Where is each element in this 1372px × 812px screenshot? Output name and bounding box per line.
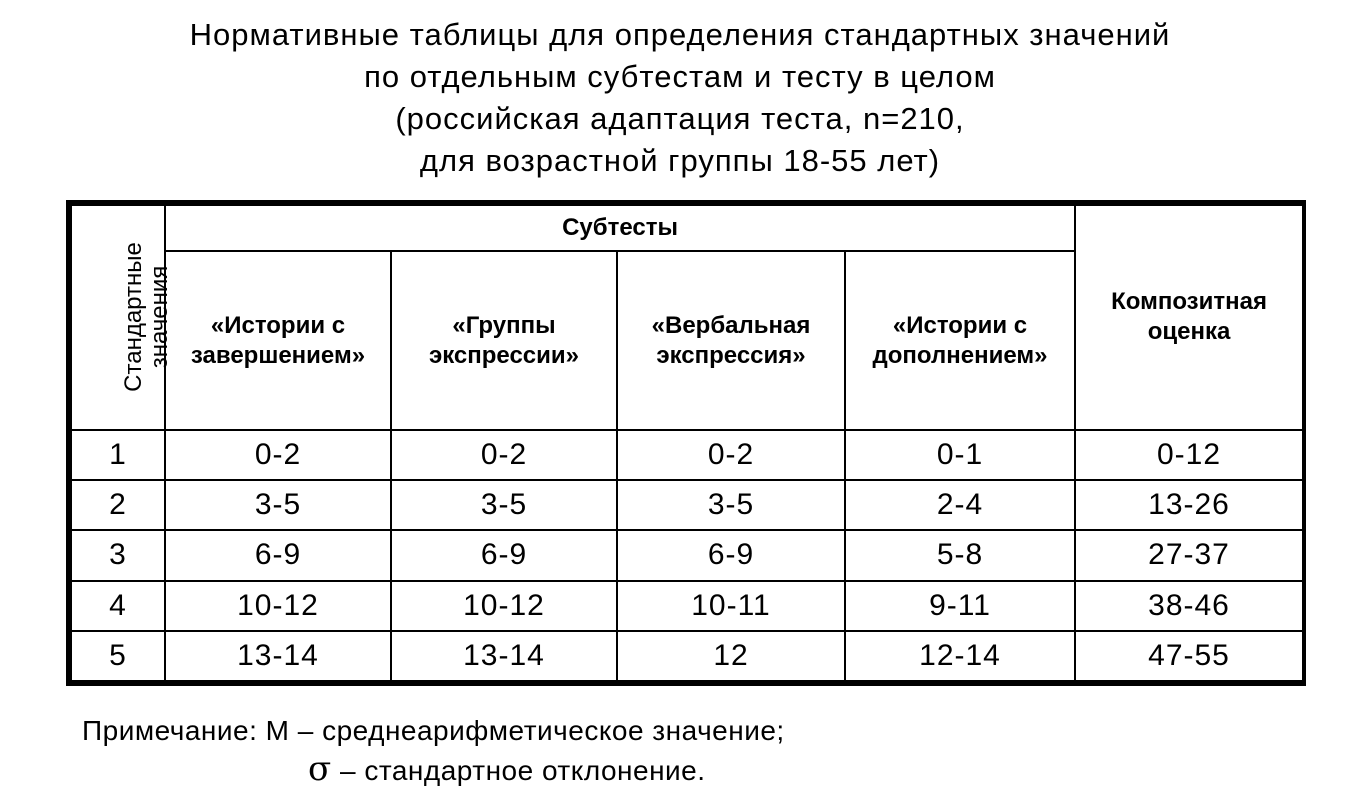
composite-cell: 13-26 xyxy=(1075,480,1303,530)
table-cell: 0-2 xyxy=(165,430,391,480)
sigma-symbol: σ xyxy=(308,749,332,789)
title-line-2: по отдельным субтестам и тесту в целом xyxy=(364,59,996,94)
table-cell: 5-8 xyxy=(845,530,1075,580)
table-row xyxy=(71,581,1303,631)
footnote-line-2-text: – стандартное отклонение. xyxy=(331,755,706,786)
table-cell: 0-2 xyxy=(391,430,617,480)
composite-cell: 47-55 xyxy=(1075,631,1303,681)
table-row xyxy=(71,430,1303,480)
subtest-header-1: «Истории с завершением» xyxy=(165,251,391,430)
table-cell: 10-11 xyxy=(617,581,845,631)
composite-cell: 27-37 xyxy=(1075,530,1303,580)
table-cell: 3-5 xyxy=(391,480,617,530)
table-cell: 10-12 xyxy=(391,581,617,631)
norms-table xyxy=(70,204,1304,682)
table-cell: 6-9 xyxy=(617,530,845,580)
composite-cell: 38-46 xyxy=(1075,581,1303,631)
norms-table-frame xyxy=(66,200,1306,686)
row-header-cell xyxy=(71,205,173,430)
document-title xyxy=(40,14,1320,182)
std-value-cell: 4 xyxy=(71,581,165,631)
table-cell: 6-9 xyxy=(165,530,391,580)
table-cell: 3-5 xyxy=(165,480,391,530)
table-cell: 13-14 xyxy=(165,631,391,681)
composite-cell: 0-12 xyxy=(1075,430,1303,480)
table-row xyxy=(71,631,1303,681)
subtest-header-3: «Вербальная экспрессия» xyxy=(617,251,845,430)
footnote-line-2 xyxy=(82,750,785,790)
std-value-cell: 1 xyxy=(71,430,165,480)
std-value-cell: 5 xyxy=(71,631,165,681)
table-cell: 13-14 xyxy=(391,631,617,681)
footnote-line-1: Примечание: М – среднеарифметическое значение; xyxy=(82,715,785,746)
table-cell: 12-14 xyxy=(845,631,1075,681)
table-row xyxy=(71,480,1303,530)
subtest-header-2: «Группы экспрессии» xyxy=(391,251,617,430)
footnote xyxy=(82,712,785,790)
title-line-3: (российская адаптация теста, n=210, xyxy=(395,101,965,136)
subtests-group-header: Субтесты xyxy=(165,205,1075,251)
title-line-4: для возрастной группы 18-55 лет) xyxy=(419,143,941,178)
row-header-label: Стандартные значения xyxy=(119,242,173,393)
title-line-1: Нормативные таблицы для определения стандартных значений xyxy=(189,17,1171,52)
table-cell: 0-2 xyxy=(617,430,845,480)
table-cell: 10-12 xyxy=(165,581,391,631)
table-cell: 6-9 xyxy=(391,530,617,580)
std-value-cell: 3 xyxy=(71,530,165,580)
composite-header: Композитная оценка xyxy=(1075,205,1303,430)
subtest-header-4: «Истории с дополнением» xyxy=(845,251,1075,430)
table-cell: 12 xyxy=(617,631,845,681)
std-value-cell: 2 xyxy=(71,480,165,530)
table-cell: 3-5 xyxy=(617,480,845,530)
table-cell: 2-4 xyxy=(845,480,1075,530)
table-cell: 9-11 xyxy=(845,581,1075,631)
table-row xyxy=(71,530,1303,580)
table-cell: 0-1 xyxy=(845,430,1075,480)
